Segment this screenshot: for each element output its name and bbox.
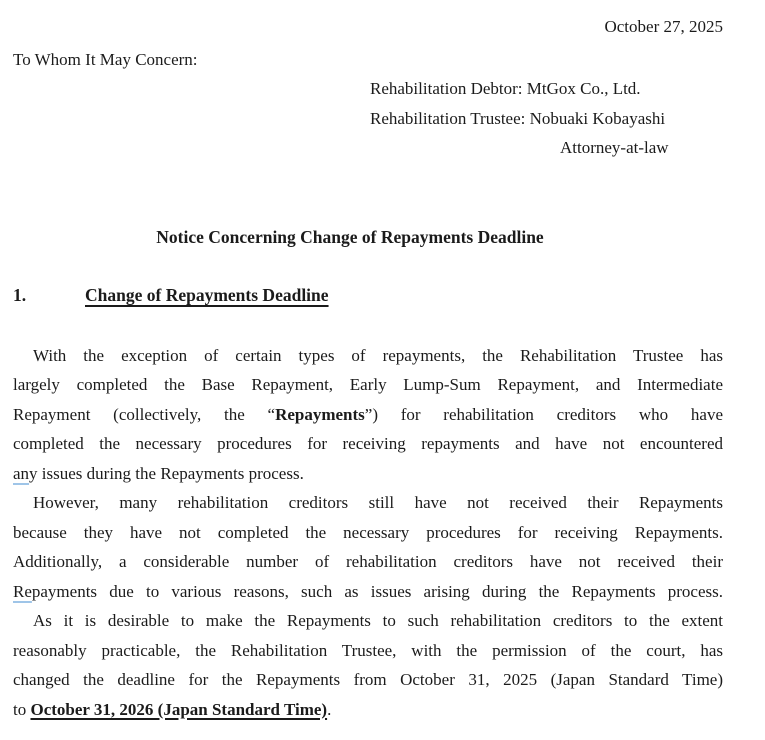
emphasized-text: Repayments (275, 404, 365, 424)
paragraph (13, 606, 723, 724)
rehabilitation-trustee-line: Rehabilitation Trustee: Nobuaki Kobayashi (370, 108, 666, 128)
body-line (13, 695, 723, 725)
salutation: To Whom It May Concern: (13, 49, 198, 69)
body-text: However, many rehabilitation creditors still have not received their Repayments (33, 493, 723, 512)
body-text: completed the necessary procedures for receiving repayments and have not encountered (13, 434, 723, 453)
body-text: y issues during the Repayments process. (29, 463, 304, 483)
sender-block (13, 74, 723, 163)
body-text: Additionally, a considerable number of rehabilitation creditors have not received their (13, 552, 723, 571)
body-text: largely completed the Base Repayment, Early Lump-Sum Repayment, and Intermediate (13, 375, 723, 394)
body-line (13, 400, 723, 430)
section-title: Change of Repayments Deadline (85, 285, 329, 305)
body-text: ”) for rehabilitation creditors who have (364, 404, 723, 424)
body-text: With the exception of certain types of repayments, the Rehabilitation Trustee has (33, 345, 723, 365)
body-text: to (13, 699, 31, 719)
emphasized-text: October 31, 2026 (Japan Standard Time) (30, 699, 328, 719)
document-title: Notice Concerning Change of Repayments Deadline (156, 226, 544, 247)
body-text: . (327, 699, 332, 719)
body-text: Repayment (collectively, the “ (13, 404, 276, 424)
body-text: As it is desirable to make the Repayments to such rehabilitation creditors to the extent (33, 611, 723, 630)
body-line (13, 636, 723, 666)
body-text: reasonably practicable, the Rehabilitation Trustee, with the permission of the court, has (13, 640, 723, 660)
body-paragraphs (13, 341, 723, 725)
rehabilitation-debtor-line: Rehabilitation Debtor: MtGox Co., Ltd. (370, 79, 641, 98)
body-text: payments due to various reasons, such as issues arising during the Repayments process. (31, 581, 723, 601)
paragraph (13, 341, 723, 489)
section-heading (13, 281, 723, 311)
body-line (13, 665, 723, 695)
body-line (13, 488, 723, 518)
body-text: because they have not completed the necessary procedures for receiving Repayments. (13, 522, 723, 542)
document-date: October 27, 2025 (604, 17, 723, 36)
body-line (13, 577, 723, 607)
body-line (13, 370, 723, 400)
section-number: 1. (13, 285, 27, 305)
attorney-line: Attorney-at-law (560, 138, 669, 157)
body-line (13, 459, 723, 489)
grammar-marked-text: Re (13, 581, 32, 601)
body-text: changed the deadline for the Repayments from October 31, 2025 (Japan Standard Time) (13, 670, 723, 689)
body-line (13, 606, 723, 636)
paragraph (13, 488, 723, 606)
body-line (13, 547, 723, 577)
body-line (13, 429, 723, 459)
body-line (13, 341, 723, 371)
body-line (13, 518, 723, 548)
grammar-marked-text: an (13, 463, 30, 483)
